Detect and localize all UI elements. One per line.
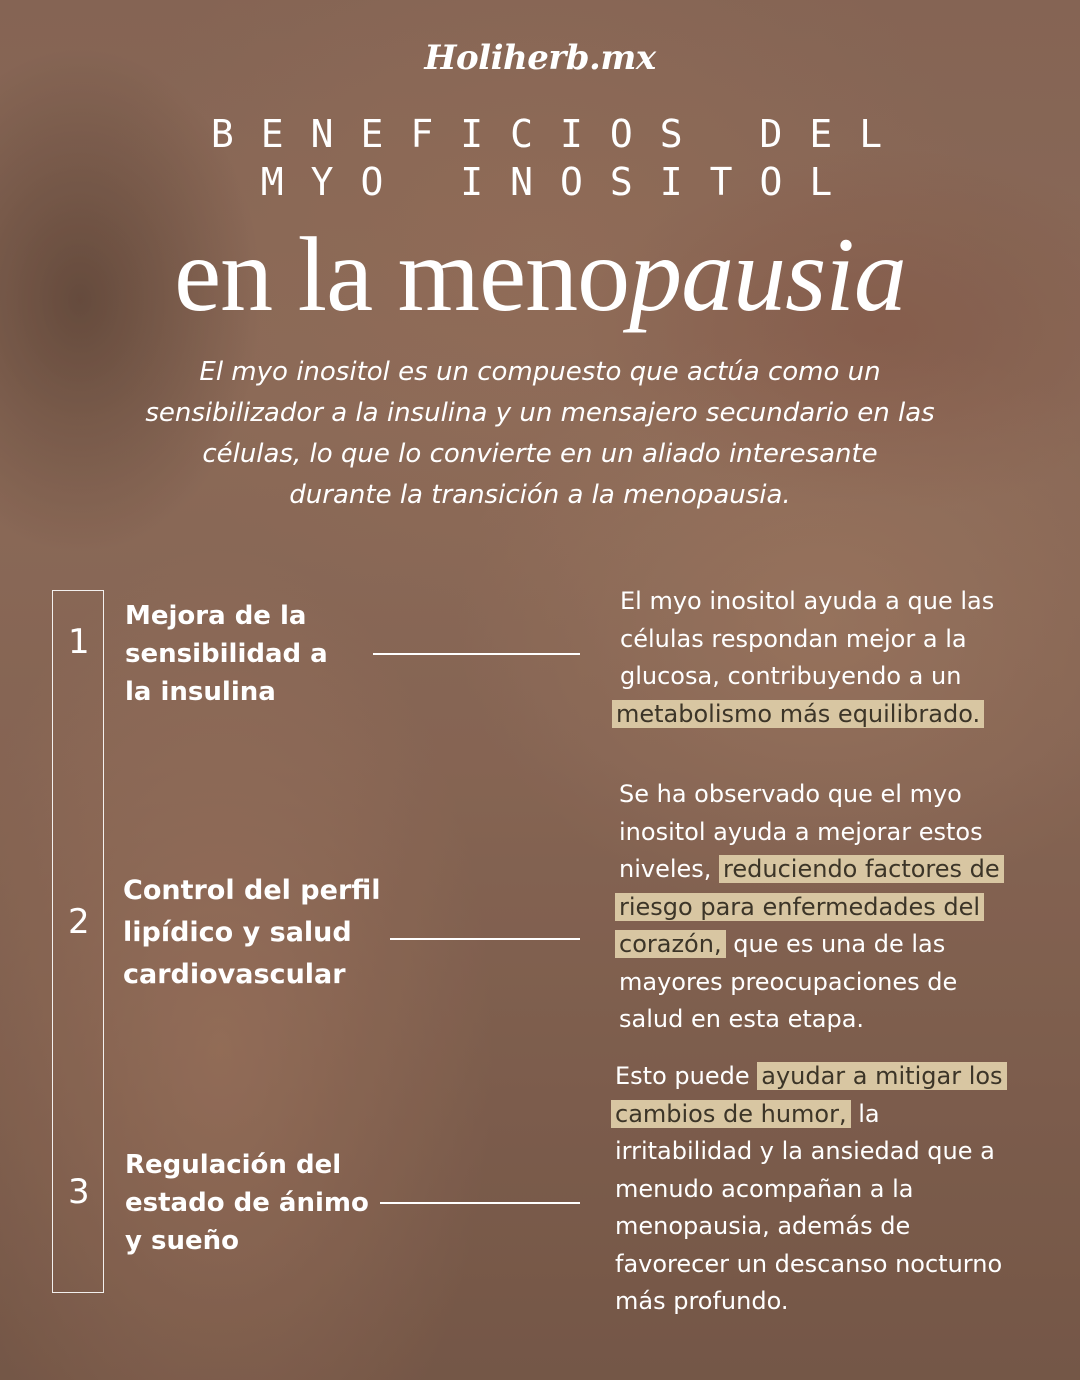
intro-line: sensibilizador a la insulina y un mensajero secundario en las bbox=[145, 398, 935, 428]
benefit-1-connector-line bbox=[373, 653, 580, 655]
description-line: corazón, que es una de las bbox=[615, 926, 1004, 964]
headline bbox=[0, 210, 1080, 340]
intro-line: durante la transición a la menopausia. bbox=[289, 480, 791, 510]
brand-logo: Holiherb.mx bbox=[424, 38, 656, 78]
description-line: mayores preocupaciones de bbox=[619, 967, 958, 996]
benefit-1-title bbox=[125, 597, 328, 711]
headline-regular: en la meno bbox=[174, 216, 630, 333]
highlight: reduciendo factores de bbox=[719, 855, 1004, 883]
description-line: menudo acompañan a la bbox=[615, 1174, 914, 1203]
benefit-title-line: sensibilidad a bbox=[125, 639, 328, 669]
benefit-3-connector-line bbox=[380, 1202, 580, 1204]
benefit-1-number: 1 bbox=[68, 622, 90, 662]
benefit-2-number: 2 bbox=[68, 902, 90, 942]
intro-line: El myo inositol es un compuesto que actúa como un bbox=[199, 357, 881, 387]
description-line: niveles, reduciendo factores de bbox=[619, 851, 1004, 889]
description-line: Se ha observado que el myo bbox=[619, 780, 962, 808]
description-line: Esto puede ayudar a mitigar los bbox=[615, 1058, 1007, 1096]
description-line: células respondan mejor a la bbox=[620, 624, 967, 653]
benefit-3-description bbox=[615, 1058, 1007, 1321]
description-line: El myo inositol ayuda a que las bbox=[620, 587, 995, 615]
benefit-title-line: lipídico y salud bbox=[123, 917, 352, 948]
description-line: más profundo. bbox=[615, 1287, 789, 1315]
benefit-title-line: Mejora de la bbox=[125, 601, 307, 631]
benefit-2-connector-line bbox=[390, 938, 580, 940]
benefit-3-title bbox=[125, 1146, 369, 1260]
intro-paragraph bbox=[110, 352, 970, 516]
highlight: ayudar a mitigar los bbox=[757, 1062, 1006, 1090]
description-line: menopausia, además de bbox=[615, 1212, 911, 1240]
benefit-title-line: Control del perfil bbox=[123, 875, 381, 906]
intro-line: células, lo que lo convierte en un aliado interesante bbox=[202, 439, 878, 469]
benefit-title-line: y sueño bbox=[125, 1226, 239, 1256]
highlight: corazón, bbox=[615, 930, 726, 958]
benefit-2-title bbox=[123, 870, 381, 996]
highlight: metabolismo más equilibrado. bbox=[612, 700, 984, 728]
benefit-title-line: cardiovascular bbox=[123, 959, 346, 990]
kicker-line-2: MYO INOSITOL bbox=[260, 160, 860, 204]
kicker-line-1: BENEFICIOS DEL bbox=[210, 112, 910, 156]
description-line: irritabilidad y la ansiedad que a bbox=[615, 1137, 995, 1165]
benefit-title-line: Regulación del bbox=[125, 1150, 342, 1180]
description-line bbox=[612, 696, 994, 734]
description-line bbox=[615, 889, 1004, 927]
description-line: favorecer un descanso nocturno bbox=[615, 1249, 1003, 1278]
description-line: salud en esta etapa. bbox=[619, 1005, 865, 1033]
headline-italic: pausia bbox=[629, 216, 906, 333]
description-line: cambios de humor, la bbox=[611, 1096, 1007, 1134]
highlight: riesgo para enfermedades del bbox=[615, 893, 984, 921]
description-line: glucosa, contribuyendo a un bbox=[620, 662, 962, 690]
benefit-title-line: estado de ánimo bbox=[125, 1188, 369, 1218]
benefit-2-description bbox=[619, 776, 1004, 1039]
description-line: inositol ayuda a mejorar estos bbox=[619, 817, 983, 846]
benefit-3-number: 3 bbox=[68, 1172, 90, 1212]
highlight: cambios de humor, bbox=[611, 1100, 851, 1128]
benefit-title-line: la insulina bbox=[125, 677, 276, 707]
benefit-1-description bbox=[616, 583, 995, 733]
